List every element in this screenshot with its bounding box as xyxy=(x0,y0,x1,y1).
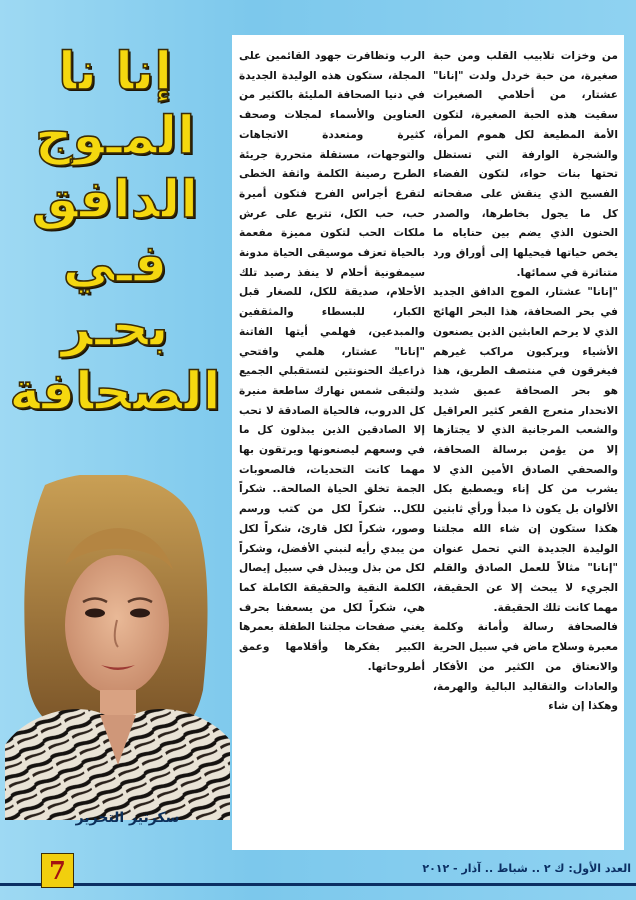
article-paragraph: "إنانا" عشتار، الموج الدافق الجديد في بحر الصحافة، هذا البحر الهائج الذي لا يرحم العابثين الذين يصنعون الأشياء ويركبون مراكب غيرهم فيغرقون في منتصف الطريق، هذا هو بحر الصحافة عميق شديد الانحدار متعرج القعر كثير العراقيل والشعب المرجانية الذي لا يجتازها إلا من يؤمن برسالة الصحافة، والصحفي الصادق الأمين الذي لا يشرب من كل إناء ويصطبغ بكل الألوان بل يكون ذا مبدأ ورأي ثابتين هكذا ستكون إن شاء الله مجلتنا الوليدة الجديدة التي تحمل عنوان "إنانا" مثالاً للعمل الصادق والقلم الجريء لا يبحث إلا عن الحقيقة، مهما كانت تلك الحقيقة. xyxy=(433,286,618,614)
title-line: بحـر xyxy=(61,298,169,358)
title-line: الدافق xyxy=(31,170,199,230)
title-line: فـي xyxy=(62,234,168,294)
article-text-panel xyxy=(232,35,624,850)
article-paragraph: فالصحافة رسالة وأمانة وكلمة معبرة وسلاح ماض في سبيل الحرية والانعتاق من الكثير من الأفكار والعادات والتقاليد البالية والهرمة، وهكذا إن شاء xyxy=(433,621,618,713)
article-paragraph: من وخزات تلابيب القلب ومن حبة صغيرة، من حبة خردل ولدت "إنانا" عشتار، من أحلامي الصغيرات سقيت هذه الحبة الصغيرة، لتكون الأمة المطيعة لكل هموم المرأة، والشجرة الوارفة التي تستظل تحتها بنات حواء، لتكون الفضاء الفسيح الذي ينقش على صفحاته كل ما يجول بخاطرها، والصدر الحنون الذي يضم بين حناياه ما يخص حياتها فيحيلها إلى أوراق ورد متناثرة في سمائها. xyxy=(433,50,618,279)
article-title xyxy=(0,40,230,424)
author-caption: سكرتير التحرير xyxy=(75,810,180,826)
article-paragraph: الرب وتظافرت جهود القائمين على المجلة، ستكون هذه الوليدة الجديدة في دنيا الصحافة المليئة بالكثير من العناوين والأسماء لمجلات وصحف كثيرة ومتعددة الاتجاهات والتوجهات، مستقلة متحررة جريئة الطرح رصينة الكلمة واثقة الخطى لتقرع أجراس الفرح فتكون أميرة حب، حب الكل، تتربع على عرش ملكات الحب لتكون مميزة مفعمة بالحياة تعزف موسيقى الحياة مدونة سيمفونية أحلام لا ينفذ رصيد تلك الأحلام، صديقة للكل، للصغار قبل الكبار، للبسطاء والمثقفين والمبدعين، فهلمي أيتها الفاتنة "إنانا" عشتار، هلمي وافتحي ذراعيك الحنونتين لتستقبلي الجميع ولتبقى شمس نهارك ساطعة منيرة كل الدروب، فالحياة الصادقة لا تحب إلا الصادقين الذين يبذلون كل ما في وسعهم ليصنعونها ويرتقون بها مهما كانت التحديات، فالصعوبات الجمة تخلق الحياة الصالحة.. شكراً للكل.. شكراً لكل من كتب ورسم وصور، شكراً لكل قارئ، شكراً لكل من يبدي رأيه لنبني الأفضل، وشكراً لكل من بذل ويبذل في سبيل إيصال الكلمة النقية والحقيقة الكاملة كما هي، شكراً لكل من يسعفنا بحرف يغني صفحات مجلتنا الطفلة بعمرها الكبير بفكرها وأقلامها وعمق أطروحاتها. xyxy=(239,50,425,673)
footer-rule xyxy=(0,883,636,886)
article-column-left xyxy=(239,47,425,847)
article-column-right xyxy=(433,47,618,847)
page-number: 7 xyxy=(41,853,74,888)
title-line: إنا نا xyxy=(57,42,173,102)
issue-info: العدد الأول: ك ٢ .. شباط .. آذار - ٢٠١٢ xyxy=(422,862,631,875)
author-portrait xyxy=(5,475,230,820)
title-line: الصحافة xyxy=(9,362,221,422)
title-line: المـوج xyxy=(34,106,196,166)
